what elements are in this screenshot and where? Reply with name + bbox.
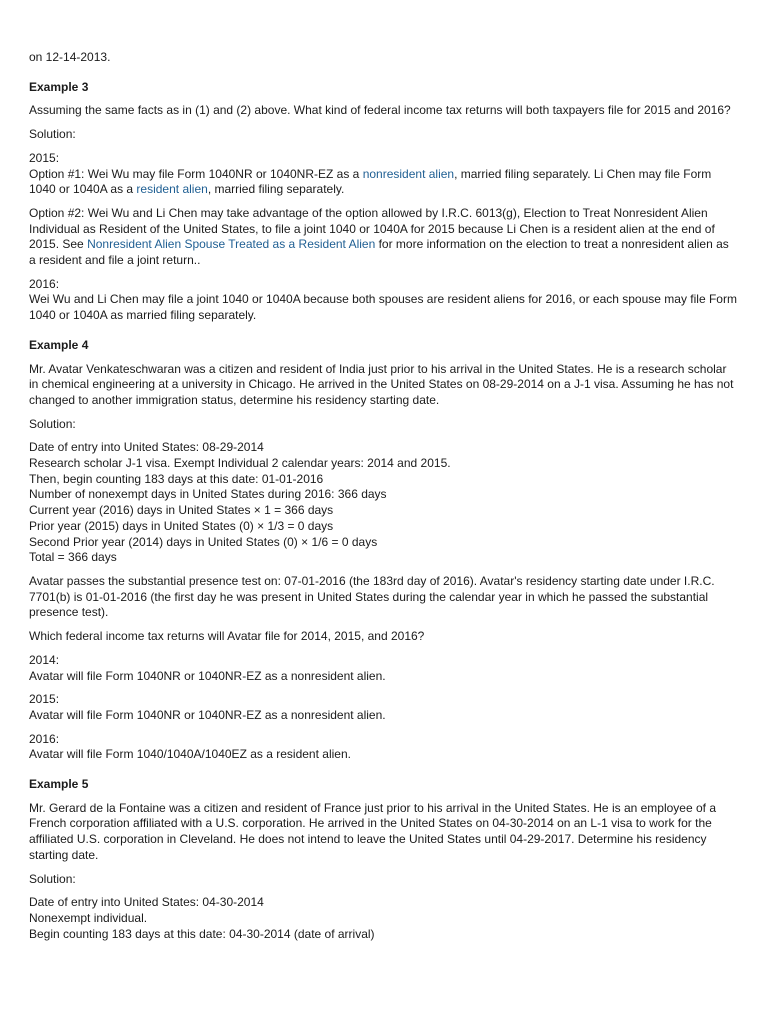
option-1-text-b: , married filing separately. Li Chen may file Form 1040 or 1040A as a [29, 166, 712, 197]
year-label-2014: 2014: [29, 652, 60, 667]
option-1-text-a: Option #1: Wei Wu may file Form 1040NR or 1040NR-EZ as a [29, 166, 363, 181]
example-4-solution-label: Solution: [29, 416, 76, 431]
calc-line: Nonexempt individual. [29, 910, 148, 925]
example-3-2015-block [29, 151, 738, 198]
example-4-2014-block [29, 653, 738, 684]
example-3-2016-text: Wei Wu and Li Chen may file a joint 1040 or 1040A because both spouses are resident aliens for 2016, or each spouse may file Form 1040 or 1040A as married filing separately. [29, 292, 737, 323]
example-4-calculation [29, 440, 738, 566]
example-4-2014-text: Avatar will file Form 1040NR or 1040NR-EZ as a nonresident alien. [29, 668, 386, 683]
example-4-2015-block [29, 692, 738, 723]
year-label-2015: 2015: [29, 150, 60, 165]
example-4-2015-text: Avatar will file Form 1040NR or 1040NR-EZ as a nonresident alien. [29, 707, 386, 722]
calc-line: Prior year (2015) days in United States (0) × 1/3 = 0 days [29, 518, 334, 533]
calc-line: Research scholar J-1 visa. Exempt Individual 2 calendar years: 2014 and 2015. [29, 456, 451, 471]
year-label-2015: 2015: [29, 692, 60, 707]
calc-line: Begin counting 183 days at this date: 04-30-2014 (date of arrival) [29, 926, 375, 941]
intro-text: on 12-14-2013. [29, 50, 111, 64]
example-4-paragraph: Mr. Avatar Venkateschwaran was a citizen and resident of India just prior to his arrival in the United States. He is a research scholar in chemical engineering at a university in Chicago. He arrived in the United States on 08-29-2014 on a J-1 visa. Assuming he has not changed to another immigration status, determine his residency starting date. [29, 361, 734, 407]
resident-alien-link[interactable]: resident alien [136, 182, 208, 197]
year-label-2016: 2016: [29, 731, 60, 746]
example-5-heading: Example 5 [29, 777, 89, 792]
example-5-calculation [29, 895, 738, 942]
example-4-passes-text: Avatar passes the substantial presence test on: 07-01-2016 (the 183rd day of 2016). Avatar's residency starting date under I.R.C. 7701(b) is 01-01-2016 (the first day he was present in United States during the calendar year in which he passed the substantial presence test). [29, 573, 715, 620]
calc-line: Total = 366 days [29, 550, 117, 565]
option-2-paragraph [29, 206, 738, 269]
example-3-2016-block [29, 277, 738, 324]
example-4-which-question: Which federal income tax returns will Avatar file for 2014, 2015, and 2016? [29, 629, 425, 644]
calc-line: Then, begin counting 183 days at this date: 01-01-2016 [29, 471, 324, 486]
option-1-text-c: , married filing separately. [207, 182, 345, 197]
example-5-paragraph: Mr. Gerard de la Fontaine was a citizen and resident of France just prior to his arrival in the United States. He is an employee of a French corporation affiliated with a U.S. corporation. He arrived in the United States on 04-30-2014 on an L-1 visa to work for the affiliated U.S. corporation in Cleveland. He does not intend to leave the United States until 04-29-2017. Determine his residency starting date. [29, 800, 717, 862]
nonresident-spouse-link[interactable]: Nonresident Alien Spouse Treated as a Resident Alien [87, 237, 376, 252]
calc-line: Number of nonexempt days in United States during 2016: 366 days [29, 487, 387, 502]
calc-line: Second Prior year (2014) days in United States (0) × 1/6 = 0 days [29, 534, 378, 549]
option-2-text-b: for more information on the election to treat a nonresident alien as a resident and file a joint return.. [29, 237, 729, 268]
calc-line: Date of entry into United States: 04-30-2014 [29, 895, 264, 910]
example-3-solution-label: Solution: [29, 127, 76, 142]
example-4-heading: Example 4 [29, 337, 89, 352]
calc-line: Current year (2016) days in United States × 1 = 366 days [29, 503, 334, 518]
option-2-text-a: Option #2: Wei Wu and Li Chen may take advantage of the option allowed by I.R.C. 6013(g), Election to Treat Nonresident Alien Individual as Resident of the United States, to file a joint 1040 or 1040A for 2015 because Li Chen is a resident alien at the end of 2015. See [29, 205, 715, 252]
nonresident-alien-link[interactable]: nonresident alien [362, 166, 455, 181]
example-4-2016-text: Avatar will file Form 1040/1040A/1040EZ as a resident alien. [29, 747, 351, 762]
year-label-2016: 2016: [29, 276, 60, 291]
example-5-solution-label: Solution: [29, 871, 76, 886]
calc-line: Date of entry into United States: 08-29-2014 [29, 440, 264, 455]
example-3-heading: Example 3 [29, 79, 89, 94]
example-4-2016-block [29, 732, 738, 763]
example-3-question: Assuming the same facts as in (1) and (2) above. What kind of federal income tax returns will both taxpayers file for 2015 and 2016? [29, 103, 731, 118]
